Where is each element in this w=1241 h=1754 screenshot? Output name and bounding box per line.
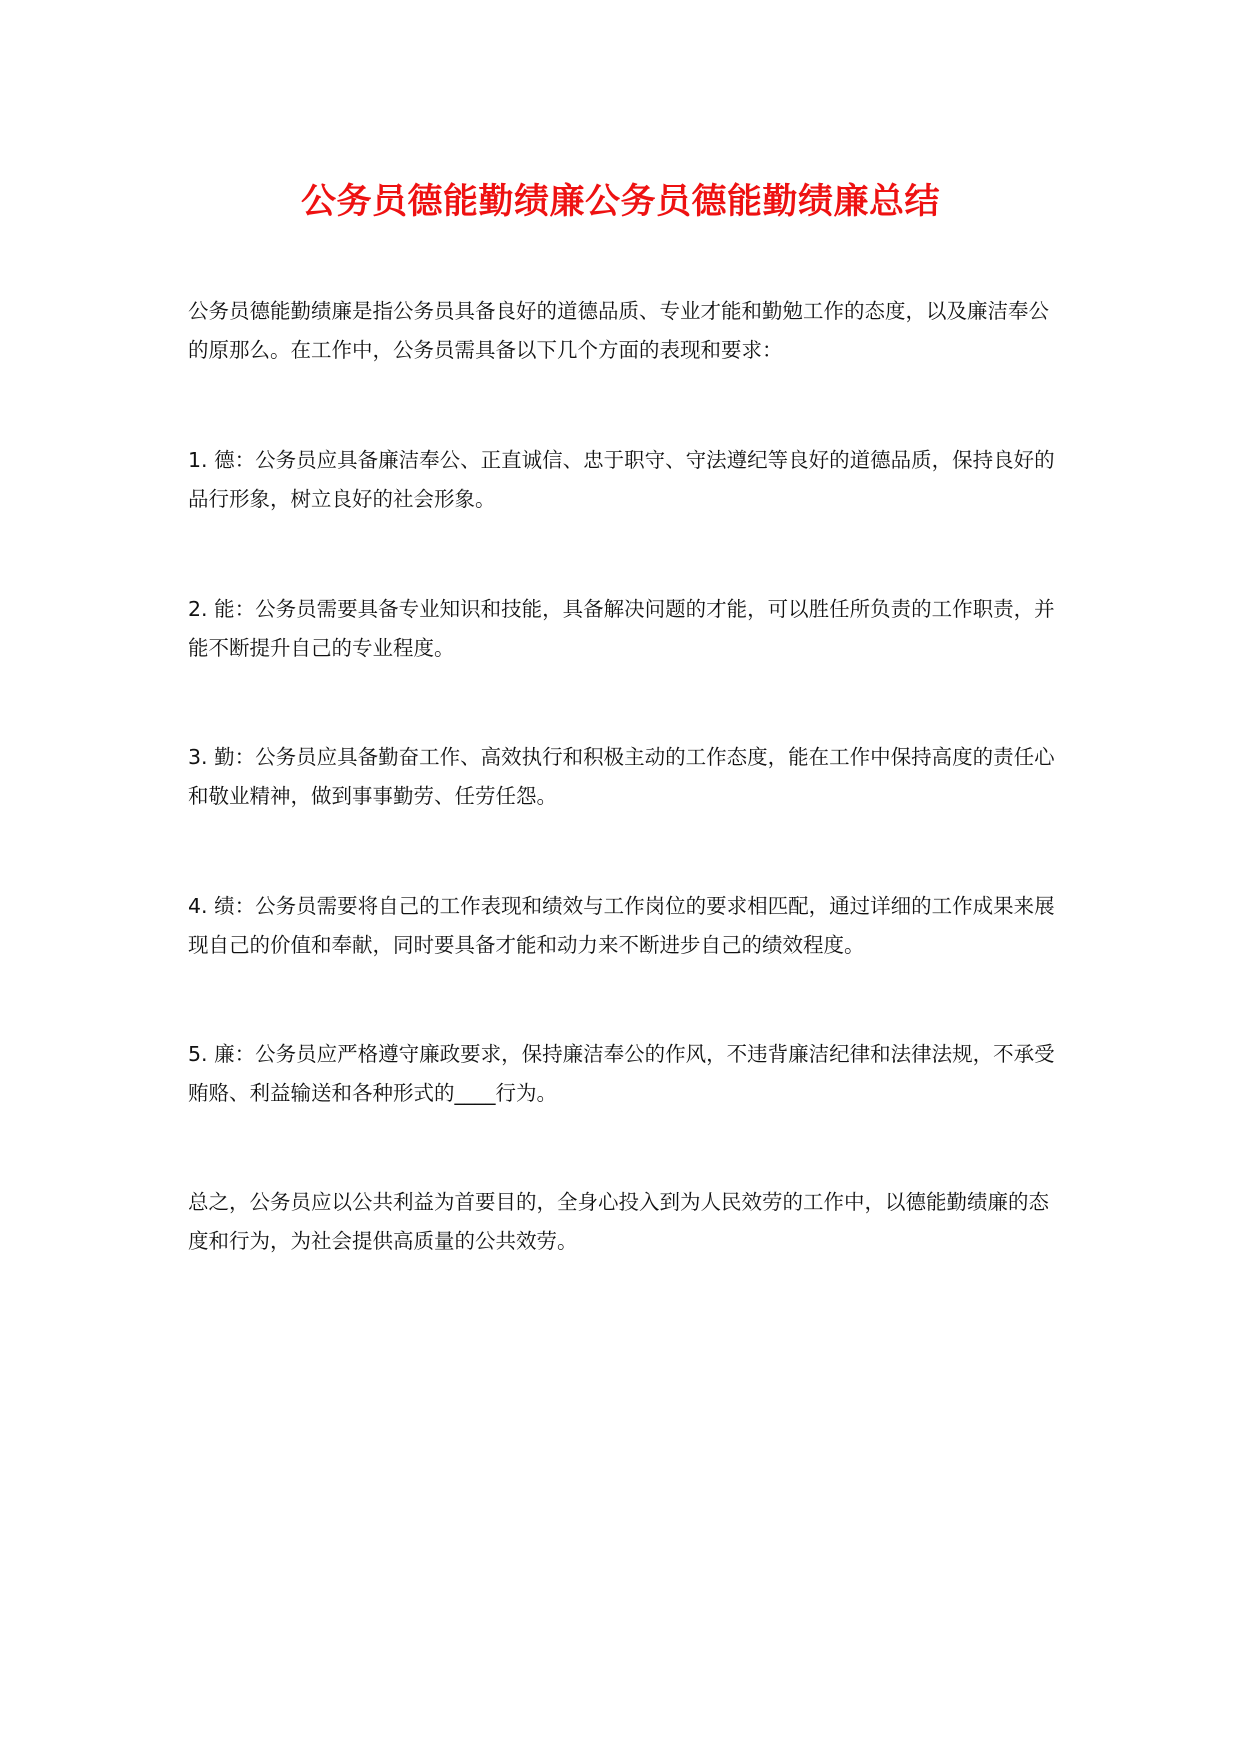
item-lian-paragraph: 5. 廉：公务员应严格遵守廉政要求，保持廉洁奉公的作风，不违背廉洁纪律和法律法规，不承受贿赂、利益输送和各种形式的____行为。 [188, 1042, 1055, 1105]
item-qin-paragraph: 3. 勤：公务员应具备勤奋工作、高效执行和积极主动的工作态度，能在工作中保持高度的责任心和敬业精神，做到事事勤劳、任劳任怨。 [188, 745, 1055, 808]
item-de-paragraph: 1. 德：公务员应具备廉洁奉公、正直诚信、忠于职守、守法遵纪等良好的道德品质，保持良好的品行形象，树立良好的社会形象。 [188, 448, 1055, 511]
document-title: 公务员德能勤绩廉公务员德能勤绩廉总结 [300, 182, 940, 222]
item-neng-paragraph: 2. 能：公务员需要具备专业知识和技能，具备解决问题的才能，可以胜任所负责的工作职责，并能不断提升自己的专业程度。 [188, 597, 1055, 660]
item-ji-paragraph: 4. 绩：公务员需要将自己的工作表现和绩效与工作岗位的要求相匹配，通过详细的工作成果来展现自己的价值和奉献，同时要具备才能和动力来不断进步自己的绩效程度。 [188, 894, 1055, 957]
intro-paragraph: 公务员德能勤绩廉是指公务员具备良好的道德品质、专业才能和勤勉工作的态度，以及廉洁奉公的原那么。在工作中，公务员需具备以下几个方面的表现和要求： [188, 299, 1049, 362]
summary-paragraph: 总之，公务员应以公共利益为首要目的，全身心投入到为人民效劳的工作中，以德能勤绩廉的态度和行为，为社会提供高质量的公共效劳。 [188, 1190, 1049, 1253]
